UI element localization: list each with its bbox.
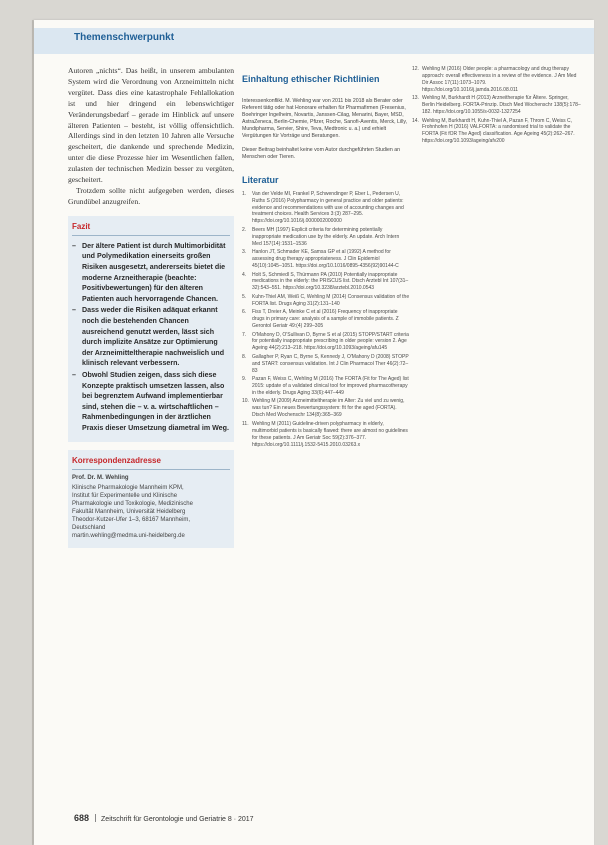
reference-item: 4. Holt S, Schmiedl S, Thürmann PA (2010) Potentially inappropriate medications in the elderly: the PRISCUS list. Dtsch Arztebl Int 107(31–32):543–551. https://doi.org/10.3238/arztebl.2010.0543 (242, 271, 409, 292)
reference-item: 1. Van der Velde MI, Frankel P, Schwendinger P, Eber L, Pedersen U, Ruths S (2016) Polypharmacy in general practice and older patients: evidence and recommendations with use of accounting changes and treatment choices. Health Services 3:(3) 287–295. https://doi.org/10.1016/j.0000002000000 (242, 190, 404, 225)
reference-item: 5. Kuhn-Thiel AM, Weiß C, Wehling M (2014) Consensus validation of the FORTA list. Drugs Aging 31(2):131–140 (242, 293, 410, 307)
column-right (412, 66, 582, 147)
body-text-intro (68, 66, 234, 208)
fazit-box (68, 216, 234, 443)
contact-address-line: Deutschland (72, 524, 106, 531)
reference-item: 3. Hanlon JT, Schmader KE, Samsa GP et al (1992) A method for assessing drug therapy appropriateness. J Clin Epidemiol 45(10):1045–1051. https://doi.org/10.1016/0895-4356(92)90144-C (242, 249, 399, 269)
reference-item: 9. Pazan F, Weiss C, Wehling M (2016) The FORTA (Fit for The Aged) list 2015: update of a validated clinical tool for improved pharmacotherapy in the elderly. Drugs Aging 33(6):447–449 (242, 376, 409, 396)
contact-title: Korrespondenzadresse (72, 456, 230, 470)
reference-item: 14. Wehling M, Burkhardt H, Kuhn-Thiel A, Pazan F, Throm C, Weiss C, Frohnhofen H (2016) VALFORTA: a randomised trial to validate the FORTA (Fit fOR The Aged) classification. Age Ageing 45(2):262–267. https://doi.org/10.1093/ageing/afv200 (412, 117, 575, 145)
contact-address-line: Pharmakologie und Toxikologie, Medizinische (72, 500, 193, 507)
contact-address-line: Klinische Pharmakologie Mannheim KPM, (72, 484, 184, 491)
reference-item: 2. Beers MH (1997) Explicit criteria for determining potentially inappropriate medication use by the elderly. An update. Arch Intern Med 157(14):1531–1536 (242, 226, 400, 247)
footer-divider (95, 814, 96, 822)
section-header-title: Themenschwerpunkt (74, 32, 175, 43)
reference-list (242, 191, 410, 449)
fazit-item: – Der ältere Patient ist durch Multimorbidität und Polymedikation einerseits großen Risiken ausgesetzt, andererseits bietet die moderne Arzneitherapie (beachte: Positivbewertungen) für den älteren Patienten auch hervorragende Chancen. (72, 241, 226, 303)
journal-page (34, 20, 594, 845)
reference-item: 11. Wehling M (2011) Guideline-driven polypharmacy in elderly, multimorbid patients is basically flawed: there are almost no guidelines for these patients. J Am Geriatr Soc 59(2):376–377. https://doi.org/10.1111/j.1532-5415.2010.03263.x (242, 420, 408, 448)
reference-item: 8. Gallagher P, Ryan C, Byrne S, Kennedy J, O'Mahony D (2008) STOPP and START: consensus validation. Int J Clin Pharmacol Ther 46(2):72–83 (242, 353, 409, 374)
reference-item: 13. Wehling M, Burkhardt H (2013) Arzneitherapie für Ältere. Springer, Berlin Heidelberg. FORTA-Prinzip. Dtsch Med Wochenschr 138(5):178–182. https://doi.org/10.1055/s-0032-1327254 (412, 95, 581, 116)
ethics-study-text: Dieser Beitrag beinhaltet keine vom Autor durchgeführten Studien an Menschen oder Tieren. (242, 146, 401, 160)
ethics-heading: Einhaltung ethischer Richtlinien (242, 74, 380, 84)
column-left (68, 66, 234, 548)
contact-email[interactable]: martin.wehling@medma.uni-heidelberg.de (72, 532, 185, 539)
page-number: 688 (74, 813, 90, 823)
reference-item: 10. Wehling M (2009) Arzneimitteltherapie im Alter: Zu viel und zu wenig, was tun? Ein neues Bewertungssystem: fit for the aged (FORTA). Dtsch Med Wochenschr 134(8):365–369 (242, 398, 405, 419)
paragraph: Autoren „nichts“. Das heißt, in unserem ambulanten System wird die Verordnung von Arzneimitteln nicht vergütet. Dass dies eine katastrophale Fehlallokation ist und hier dringend ein lebenswichtiger Veränderungsbedarf – gerade im Hinblick auf unsere älteren Patienten – besteht, ist völlig offensichtlich. Allerdings sind in den letzten 10 Jahren alle Versuche gescheitert, die dankende und sprechende Medizin, unter die diese Prozesse hier im Wesentlichen fallen, zulasten der technischen Medizin besser zu vergüten, gescheitert. (68, 66, 234, 185)
reference-item: 12. Wehling M (2016) Older people: a pharmacology and drug therapy approach: overall effectiveness in a review of the evidence. J Am Med Dir Assoc 17(11):1073–1079. https://doi.org/10.1016/j.jamda.2016.08.011 (412, 66, 577, 93)
contact-box (68, 450, 234, 547)
ethics-conflict-text: Interessenkonflikt. M. Wehling war von 2011 bis 2018 als Berater oder Referent tätig oder hat Honorare erhalten für Pharmafirmen (Fresenius, Boehringer Ingelheim, Novartis, Janssen-Cilag, Menarini, Bayer, MSD, AstraZeneca, Berlin-Chemie, Pfizer, Roche, Sanofi-Aventis, Merck, Lilly, Mundipharma, Servier, Shire, Teva, Medtronic u. a.) und erhielt Vergütungen für Vorträge und Beratungen. (242, 98, 408, 140)
column-middle (242, 66, 410, 450)
reference-item: 7. O'Mahony D, O'Sullivan D, Byrne S et al (2015) STOPP/START criteria for potentially inappropriate prescribing in older people: version 2. Age Ageing 44(2):213–218. https://doi.org/10.1093/ageing/afu145 (242, 331, 409, 352)
fazit-title: Fazit (72, 222, 230, 236)
contact-address-line: Theodor-Kutzer-Ufer 1–3, 68167 Mannheim, (72, 516, 191, 523)
contact-address-line: Institut für Experimentelle und Klinische (72, 492, 178, 499)
page-footer (74, 813, 254, 823)
journal-citation: Zeitschrift für Gerontologie und Geriatrie 8 · 2017 (101, 816, 254, 823)
fazit-item: – Dass weder die Risiken adäquat erkannt noch die bestehenden Chancen ausreichend genutzt werden, lässt sich durch implizite Ansätze zur Optimierung der Arzneimitteltherapie nachweislich und klinisch relevant verbessern. (72, 306, 225, 368)
paragraph: Trotzdem sollte nicht aufgegeben werden, dieses Grundübel anzugreifen. (68, 185, 234, 206)
contact-address-line: Fakultät Mannheim, Universität Heidelberg (72, 508, 186, 515)
literature-heading: Literatur (242, 174, 279, 185)
contact-name: Prof. Dr. M. Wehling (72, 475, 129, 482)
reference-item: 6. Fiss T, Dreier A, Meinke C et al (2016) Frequency of inappropriate drugs in primary care: analysis of a sample of immobile patients. Z Gerontol Geriatr 49:(4) 299–305 (242, 309, 399, 330)
fazit-item: – Obwohl Studien zeigen, dass sich diese Konzepte praktisch umsetzen lassen, also bei begrenztem Aufwand implementierbar sind, stehen die – v. a. wirtschaftlichen – Rahmenbedingungen in der ärztlichen Praxis dieser Umsetzung diametral im Weg. (72, 370, 229, 432)
